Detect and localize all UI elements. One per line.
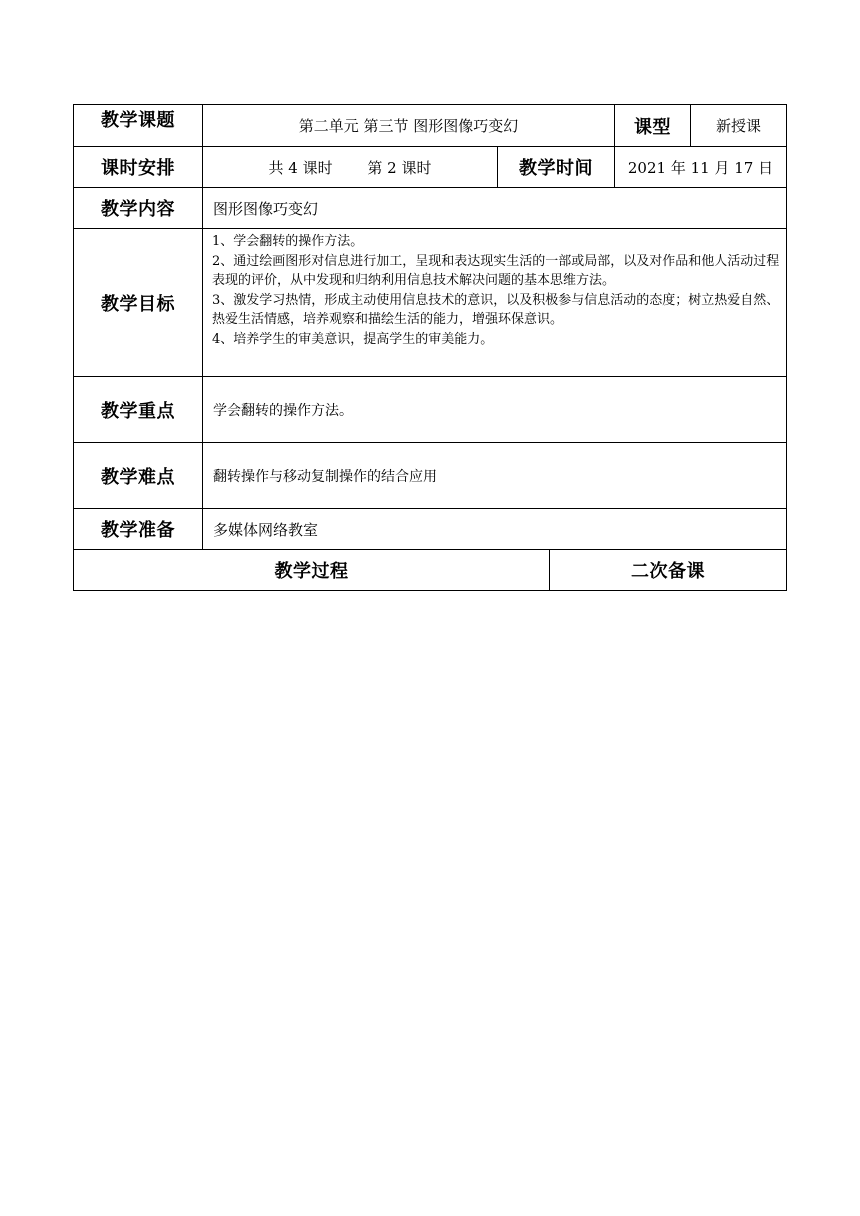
objectives-label: 教学目标 [101, 293, 175, 315]
objective-item: 3、激发学习热情，形成主动使用信息技术的意识，以及积极参与信息活动的态度；树立热爱自然、热爱生活情感，培养观察和描绘生活的能力，增强环保意识。 [212, 292, 780, 327]
preparation-label: 教学准备 [101, 520, 175, 541]
key-points-value: 学会翻转的操作方法。 [213, 402, 353, 419]
process-header: 教学过程 [274, 561, 349, 582]
teaching-date: 2021 年 11 月 17 日 [627, 158, 774, 177]
border-right [786, 104, 787, 591]
difficulties-label: 教学难点 [101, 466, 175, 488]
preparation-value: 多媒体网络教室 [213, 520, 319, 539]
second-prep-header: 二次备课 [631, 561, 705, 582]
schedule-value: 共 4 课时 第 2 课时 [268, 158, 432, 177]
lesson-type-value: 新授课 [715, 117, 761, 135]
border-bottom [73, 590, 787, 591]
lesson-type-label: 课型 [634, 116, 671, 138]
schedule-label: 课时安排 [101, 158, 175, 179]
teaching-time-label: 教学时间 [519, 158, 593, 179]
content-label: 教学内容 [101, 199, 175, 220]
content-value: 图形图像巧变幻 [213, 199, 319, 218]
topic-value: 第二单元 第三节 图形图像巧变幻 [298, 117, 519, 135]
key-points-label: 教学重点 [101, 400, 175, 422]
objective-item: 1、学会翻转的操作方法。 [212, 234, 364, 249]
topic-label: 教学课题 [101, 110, 175, 131]
objective-item: 2、通过绘画图形对信息进行加工，呈现和表达现实生活的一部或局部，以及对作品和他人活动过程表现的评价，从中发现和归纳利用信息技术解决问题的基本思维方法。 [212, 253, 780, 288]
difficulties-value: 翻转操作与移动复制操作的结合应用 [213, 468, 437, 485]
objectives-list [212, 232, 784, 349]
objective-item: 4、培养学生的审美意识，提高学生的审美能力。 [212, 331, 494, 347]
